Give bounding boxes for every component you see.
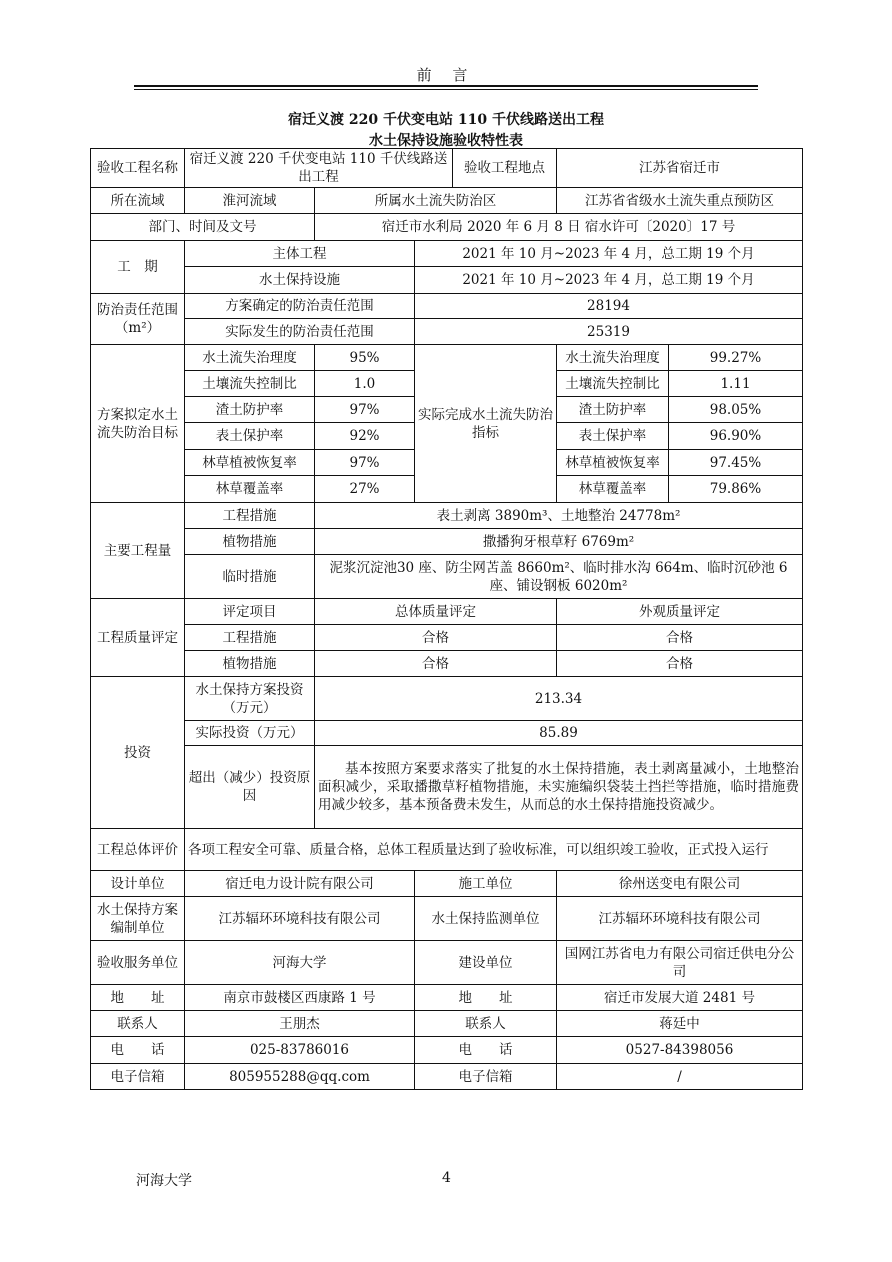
- cell-label: 外观质量评定: [557, 599, 803, 625]
- document-title: 宿迁义渡 220 千伏变电站 110 千伏线路送出工程: [288, 112, 604, 128]
- cell-value: 王朋杰: [185, 1011, 415, 1037]
- cell-label: 电 话: [91, 1037, 185, 1064]
- cell-value: 85.89: [315, 721, 803, 746]
- cell-value: 合格: [557, 651, 803, 677]
- target-actual: 1.11: [669, 371, 803, 397]
- cell-label: 植物措施: [185, 529, 315, 555]
- cell-value: 2021 年 10 月~2023 年 4 月，总工期 19 个月: [415, 241, 803, 267]
- cell-label: 临时措施: [185, 555, 315, 599]
- target-name: 林草覆盖率: [185, 476, 315, 503]
- cell-value: 河海大学: [185, 941, 415, 985]
- target-name: 表土保护率: [557, 423, 669, 450]
- cell-label: 水土保持监测单位: [415, 897, 557, 941]
- cell-value: 基本按照方案要求落实了批复的水土保持措施，表土剥离量减小，土地整治面积减少，采取播撒草籽植物措施，未实施编织袋装土挡拦等措施，临时措施费用减少较多，基本预备费未发生，从而总的水土保持措施投资减少。: [315, 746, 803, 829]
- target-plan: 92%: [315, 423, 415, 450]
- target-actual: 98.05%: [669, 397, 803, 423]
- cell-value: 025-83786016: [185, 1037, 415, 1064]
- cell-label: 实际发生的防治责任范围: [185, 319, 415, 345]
- cell-label: 验收服务单位: [91, 941, 185, 985]
- cell-label: 建设单位: [415, 941, 557, 985]
- cell-label: 联系人: [91, 1011, 185, 1037]
- cell-label: 超出（减少）投资原因: [185, 746, 315, 829]
- target-name: 表土保护率: [185, 423, 315, 450]
- cell-value: /: [557, 1064, 803, 1090]
- page-number: 4: [442, 1170, 451, 1186]
- cell-value: 徐州送变电有限公司: [557, 871, 803, 897]
- overall-text: 各项工程安全可靠、质量合格，总体工程质量达到了验收标准，可以组织竣工验收，正式投入运行: [185, 829, 803, 871]
- cell-label: 所在流域: [91, 188, 185, 214]
- cell-value: 合格: [315, 651, 557, 677]
- target-actual: 97.45%: [669, 450, 803, 476]
- quality-label: 工程质量评定: [91, 599, 185, 677]
- cell-label: 联系人: [415, 1011, 557, 1037]
- overall-label: 工程总体评价: [91, 829, 185, 871]
- cell-value: 江苏辐环环境科技有限公司: [557, 897, 803, 941]
- document-subtitle: 水土保持设施验收特性表: [369, 133, 523, 149]
- page-header-title: 前 言: [416, 66, 476, 84]
- cell-value: 宿迁市水利局 2020 年 6 月 8 日 宿水许可〔2020〕17 号: [315, 214, 803, 241]
- target-name: 林草植被恢复率: [557, 450, 669, 476]
- cell-value: 撒播狗牙根草籽 6769m²: [315, 529, 803, 555]
- resp-label: 防治责任范围（m²）: [91, 294, 185, 345]
- target-name: 渣土防护率: [557, 397, 669, 423]
- cell-label: 验收工程名称: [91, 149, 185, 188]
- cell-value: 28194: [415, 294, 803, 319]
- works-label: 主要工程量: [91, 503, 185, 599]
- cell-label: 实际投资（万元）: [185, 721, 315, 746]
- cell-value: 江苏省宿迁市: [557, 149, 803, 188]
- acceptance-table: [90, 148, 803, 1090]
- cell-label: 水土保持设施: [185, 267, 415, 294]
- cell-value: 江苏辐环环境科技有限公司: [185, 897, 415, 941]
- target-plan: 97%: [315, 397, 415, 423]
- header-rule: [134, 85, 758, 87]
- target-name: 水土流失治理度: [185, 345, 315, 371]
- target-actual: 99.27%: [669, 345, 803, 371]
- cell-label: 所属水土流失防治区: [315, 188, 557, 214]
- cell-label: 验收工程地点: [453, 149, 557, 188]
- target-name: 林草植被恢复率: [185, 450, 315, 476]
- footer-org: 河海大学: [136, 1173, 192, 1189]
- cell-value: 表土剥离 3890m³、土地整治 24778m²: [315, 503, 803, 529]
- cell-value: 宿迁电力设计院有限公司: [185, 871, 415, 897]
- cell-label: 总体质量评定: [315, 599, 557, 625]
- cell-label: 地 址: [91, 985, 185, 1011]
- cell-value: 泥浆沉淀池30 座、防尘网苫盖 8660m²、临时排水沟 664m、临时沉砂池 6座、铺设钢板 6020m²: [315, 555, 803, 599]
- cell-label: 部门、时间及文号: [91, 214, 315, 241]
- target-actual: 96.90%: [669, 423, 803, 450]
- cell-value: 0527-84398056: [557, 1037, 803, 1064]
- actual-target-label: 实际完成水土流失防治指标: [415, 345, 557, 503]
- cell-value: 213.34: [315, 677, 803, 721]
- target-plan: 97%: [315, 450, 415, 476]
- target-plan: 27%: [315, 476, 415, 503]
- target-name: 林草覆盖率: [557, 476, 669, 503]
- cell-value: 805955288@qq.com: [185, 1064, 415, 1090]
- cell-value: 合格: [315, 625, 557, 651]
- target-name: 土壤流失控制比: [557, 371, 669, 397]
- invest-label: 投资: [91, 677, 185, 829]
- target-name: 水土流失治理度: [557, 345, 669, 371]
- cell-value: 宿迁义渡 220 千伏变电站 110 千伏线路送出工程: [185, 149, 453, 188]
- plan-target-label: 方案拟定水土流失防治目标: [91, 345, 185, 503]
- cell-label: 地 址: [415, 985, 557, 1011]
- cell-label: 工程措施: [185, 503, 315, 529]
- cell-value: 25319: [415, 319, 803, 345]
- cell-value: 国网江苏省电力有限公司宿迁供电分公司: [557, 941, 803, 985]
- cell-value: 蒋廷中: [557, 1011, 803, 1037]
- cell-label: 施工单位: [415, 871, 557, 897]
- cell-value: 2021 年 10 月~2023 年 4 月，总工期 19 个月: [415, 267, 803, 294]
- cell-value: 江苏省省级水土流失重点预防区: [557, 188, 803, 214]
- cell-label: 评定项目: [185, 599, 315, 625]
- target-actual: 79.86%: [669, 476, 803, 503]
- cell-label: 设计单位: [91, 871, 185, 897]
- cell-value: 合格: [557, 625, 803, 651]
- target-plan: 95%: [315, 345, 415, 371]
- cell-label: 水土保持方案投资（万元）: [185, 677, 315, 721]
- cell-label: 电子信箱: [415, 1064, 557, 1090]
- cell-label: 水土保持方案编制单位: [91, 897, 185, 941]
- cell-label: 方案确定的防治责任范围: [185, 294, 415, 319]
- cell-label: 电子信箱: [91, 1064, 185, 1090]
- target-name: 土壤流失控制比: [185, 371, 315, 397]
- target-name: 渣土防护率: [185, 397, 315, 423]
- cell-label: 植物措施: [185, 651, 315, 677]
- cell-label: 主体工程: [185, 241, 415, 267]
- cell-value: 南京市鼓楼区西康路 1 号: [185, 985, 415, 1011]
- cell-value: 宿迁市发展大道 2481 号: [557, 985, 803, 1011]
- cell-label: 电 话: [415, 1037, 557, 1064]
- cell-value: 淮河流域: [185, 188, 315, 214]
- header-rule-thin: [134, 89, 758, 90]
- cell-label: 工程措施: [185, 625, 315, 651]
- target-plan: 1.0: [315, 371, 415, 397]
- period-label: 工 期: [91, 241, 185, 294]
